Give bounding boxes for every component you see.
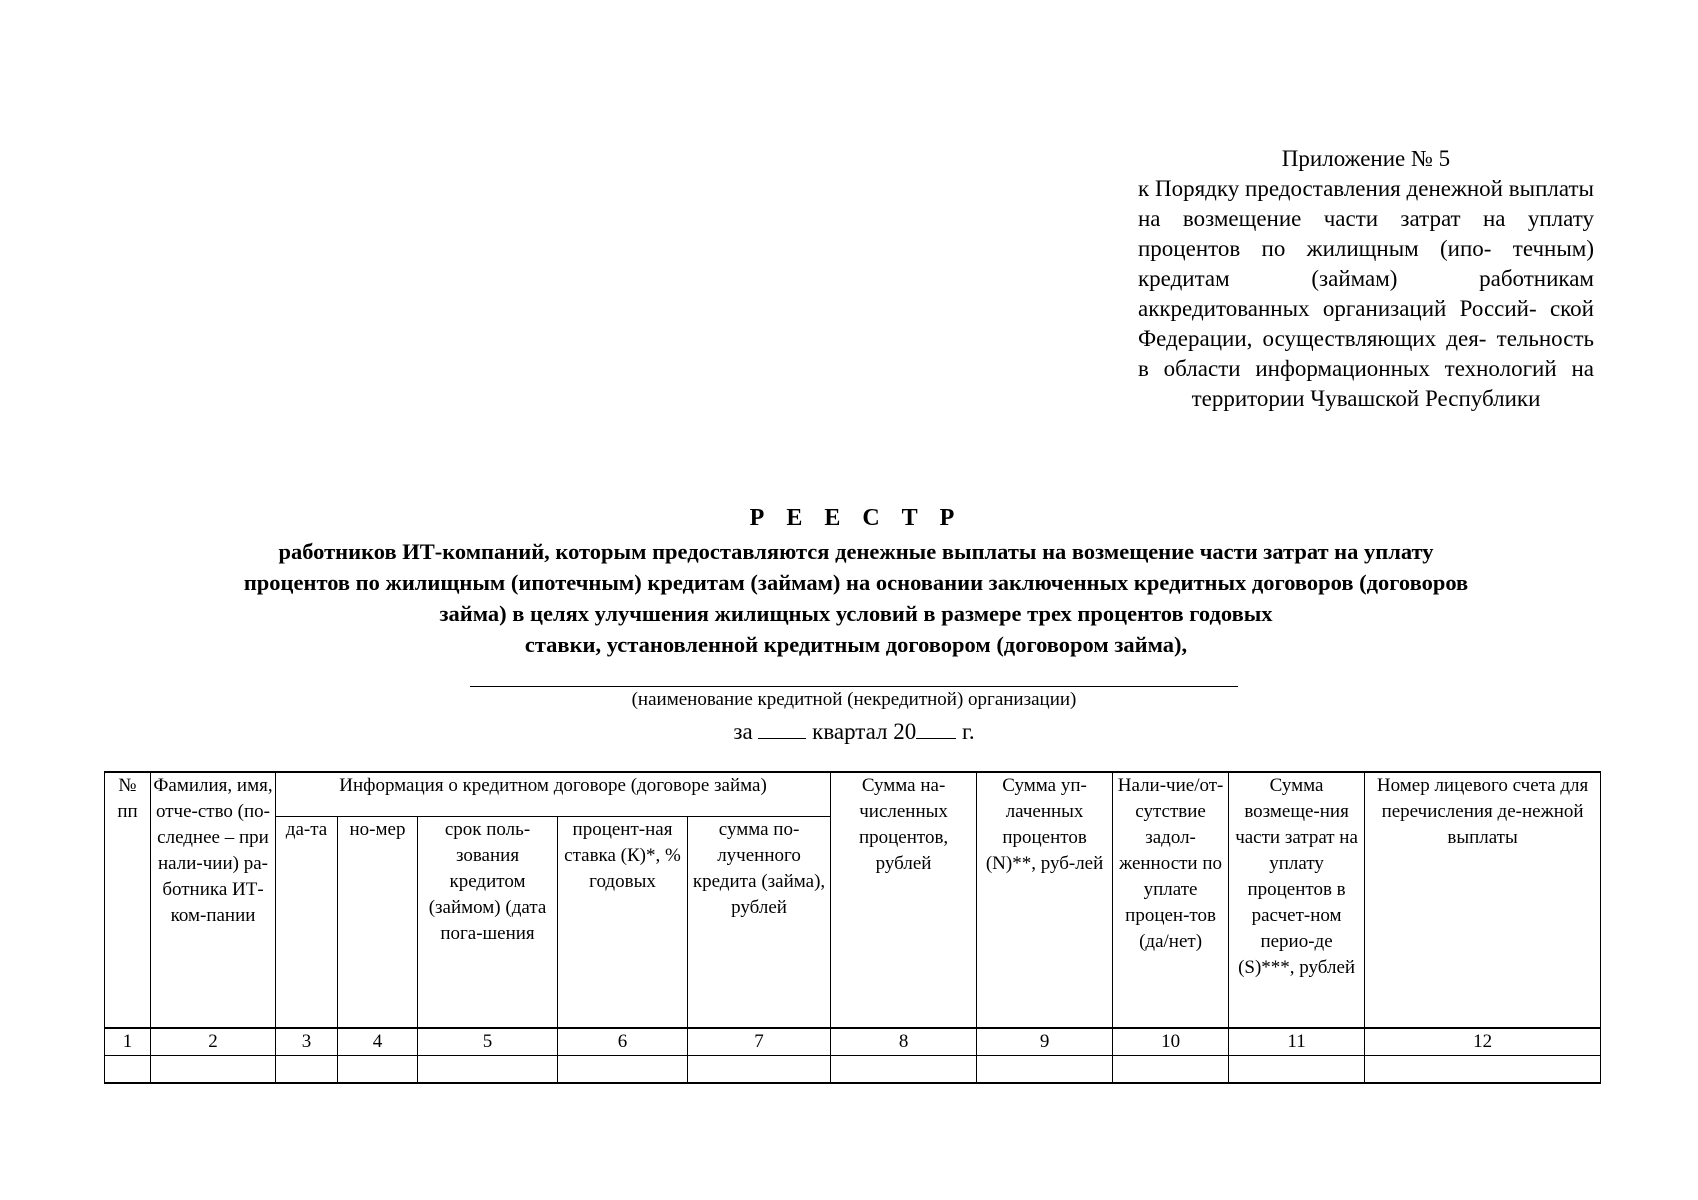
appendix-line: Республики	[1425, 386, 1541, 411]
registry-heading	[100, 503, 1612, 660]
table-cell	[105, 1056, 151, 1084]
header-row-number: № пп	[105, 772, 151, 1028]
column-number: 7	[688, 1028, 831, 1056]
table-cell	[558, 1056, 688, 1084]
table-cell	[1113, 1056, 1229, 1084]
header-loan-amount: сумма по-лученного кредита (займа), рублей	[688, 816, 831, 1028]
column-number-row	[105, 1028, 1601, 1056]
header-loan-term: срок поль-зования кредитом (займом) (дата пога-шения	[418, 816, 558, 1028]
registry-subtitle-line: процентов по жилищным (ипотечным) кредитам (займам) на основании заключенных кредитных договоров (договоров	[243, 570, 1469, 595]
quarter-line	[400, 716, 1308, 747]
header-contract-number: но-мер	[338, 816, 418, 1028]
quarter-number-blank	[758, 716, 806, 739]
header-credit-info-group: Информация о кредитном договоре (договоре займа)	[276, 772, 831, 816]
column-number: 12	[1365, 1028, 1601, 1056]
header-full-name: Фамилия, имя, отче-ство (по-следнее – при нали-чии) ра-ботника ИТ-ком-пании	[151, 772, 276, 1028]
header-account-number: Номер лицевого счета для перечисления де-нежной выплаты	[1365, 772, 1601, 1028]
registry-subtitle-line: работников ИТ-компаний, которым предоставляются денежные выплаты на возмещение части затрат на уплату	[278, 539, 1434, 564]
quarter-suffix: г.	[962, 719, 975, 744]
appendix-line: тельность в области информационных	[1138, 326, 1594, 381]
table-cell	[151, 1056, 276, 1084]
empty-data-row	[105, 1056, 1601, 1084]
header-interest-rate: процент-ная ставка (К)*, % годовых	[558, 816, 688, 1028]
column-number: 5	[418, 1028, 558, 1056]
appendix-text	[1138, 174, 1594, 414]
registry-subtitle-line: займа) в целях улучшения жилищных условий в размере трех процентов годовых	[439, 601, 1273, 626]
table-cell	[831, 1056, 977, 1084]
appendix-line: уплату процентов по жилищным (ипо-	[1138, 206, 1594, 261]
appendix-line: ской Федерации, осуществляющих дея-	[1138, 296, 1594, 351]
appendix-title: Приложение № 5	[1281, 146, 1451, 171]
organization-caption: (наименование кредитной (некредитной) организации)	[631, 689, 1077, 710]
header-debt-status: Нали-чие/от-сутствие задол-женности по уплате процен-тов (да/нет)	[1113, 772, 1229, 1028]
table-cell	[338, 1056, 418, 1084]
header-paid-interest: Сумма уп-лаченных процентов (N)**, руб-лей	[977, 772, 1113, 1028]
quarter-prefix: за	[733, 719, 753, 744]
registry-title: Р Е Е С Т Р	[749, 505, 963, 531]
table-cell	[688, 1056, 831, 1084]
appendix-block	[1138, 144, 1594, 414]
table-cell	[418, 1056, 558, 1084]
column-number: 8	[831, 1028, 977, 1056]
year-blank	[916, 716, 956, 739]
header-contract-date: да-та	[276, 816, 338, 1028]
column-number: 10	[1113, 1028, 1229, 1056]
column-number: 4	[338, 1028, 418, 1056]
column-number: 6	[558, 1028, 688, 1056]
header-compensation-amount: Сумма возмеще-ния части затрат на уплату процентов в расчет-ном перио-де (S)***, рублей	[1229, 772, 1365, 1028]
appendix-line: технологий на территории Чувашской	[1191, 356, 1594, 411]
appendix-line: выплаты на возмещение части затрат на	[1138, 176, 1594, 231]
table-cell	[1229, 1056, 1365, 1084]
column-number: 11	[1229, 1028, 1365, 1056]
column-number: 1	[105, 1028, 151, 1056]
registry-table	[104, 771, 1601, 1084]
appendix-line: к Порядку предоставления денежной	[1138, 176, 1503, 201]
appendix-line: аккредитованных организаций Россий-	[1138, 296, 1537, 321]
organization-name-line	[470, 686, 1238, 687]
column-number: 3	[276, 1028, 338, 1056]
quarter-middle: квартал 20	[812, 719, 917, 744]
header-accrued-interest: Сумма на-численных процентов, рублей	[831, 772, 977, 1028]
registry-subtitle-line: ставки, установленной кредитным договором (договором займа),	[524, 632, 1188, 657]
table-cell	[1365, 1056, 1601, 1084]
appendix-line: течным) кредитам (займам) работникам	[1138, 236, 1595, 291]
column-number: 2	[151, 1028, 276, 1056]
column-number: 9	[977, 1028, 1113, 1056]
table-cell	[977, 1056, 1113, 1084]
table-cell	[276, 1056, 338, 1084]
